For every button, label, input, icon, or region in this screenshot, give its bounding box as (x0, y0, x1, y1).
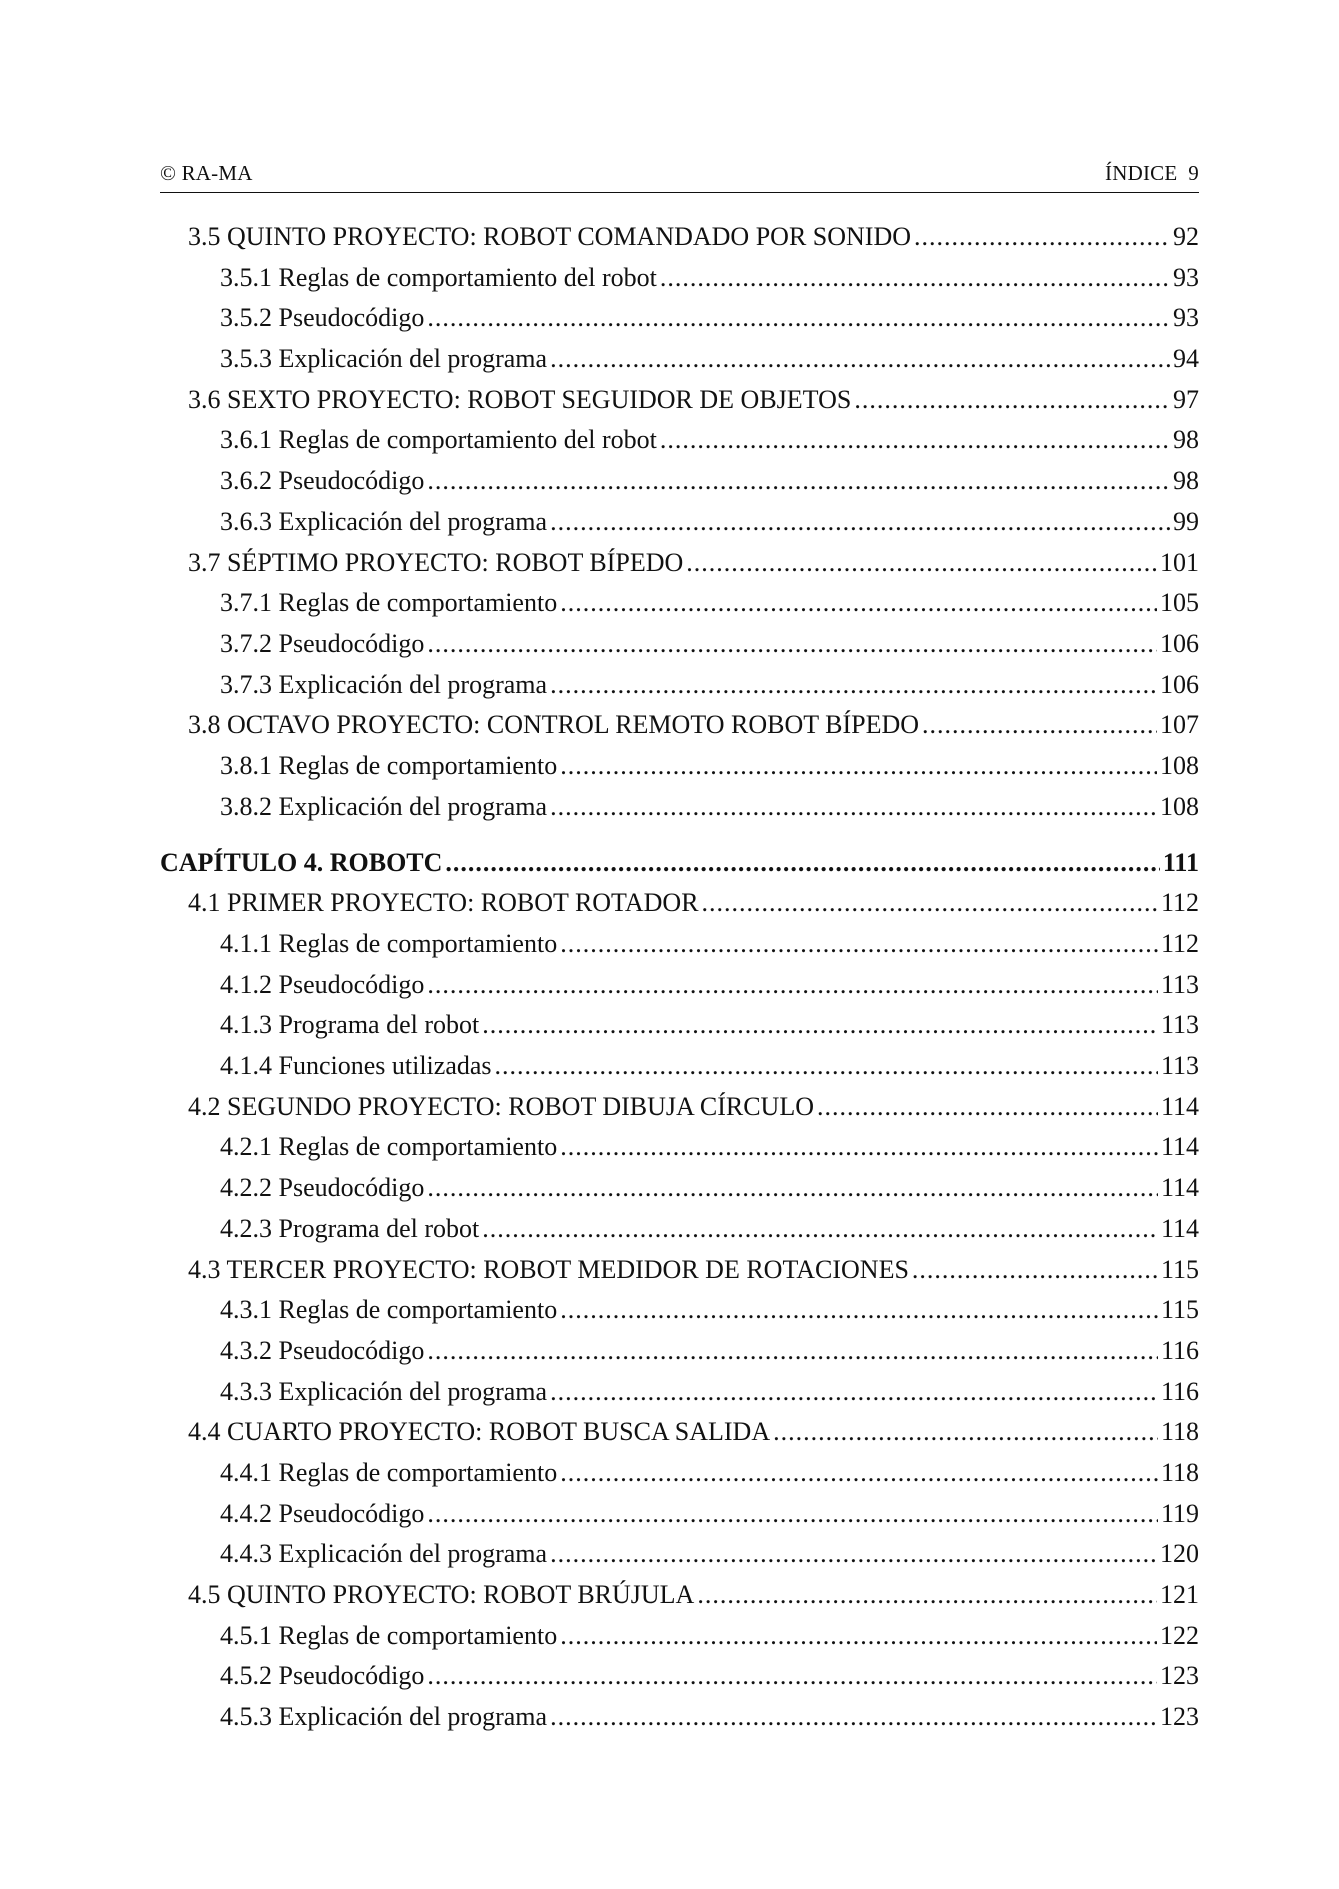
toc-entry-title: 3.6.1 Reglas de comportamiento del robot (220, 425, 657, 455)
toc-subsection-entry[interactable] (160, 420, 1199, 461)
toc-entry-page: 93 (1173, 303, 1199, 333)
toc-entry-page: 121 (1160, 1580, 1199, 1609)
toc-entry-title: 4.3 TERCER PROYECTO: ROBOT MEDIDOR DE ROTACIONES (188, 1254, 909, 1284)
toc-entry-title: 3.7.1 Reglas de comportamiento (220, 588, 558, 618)
toc-entry-title: 3.7 SÉPTIMO PROYECTO: ROBOT BÍPEDO (188, 547, 684, 577)
toc-entry-title: 4.3.1 Reglas de comportamiento (220, 1295, 558, 1325)
dot-leader (686, 543, 1157, 584)
toc-subsection-entry[interactable] (160, 965, 1199, 1006)
toc-entry-title: 3.5.2 Pseudocódigo (220, 303, 425, 333)
toc-entry-page: 92 (1173, 222, 1199, 251)
toc-entry-page: 98 (1173, 466, 1199, 496)
dot-leader (445, 843, 1159, 883)
toc-entry-page: 123 (1160, 1702, 1199, 1732)
toc-subsection-entry[interactable] (160, 1656, 1199, 1697)
toc-entry-page: 105 (1160, 588, 1199, 618)
toc-entry-page: 106 (1160, 669, 1199, 699)
toc-entry-page: 118 (1160, 1417, 1199, 1447)
toc-entry-title: 4.3.2 Pseudocódigo (220, 1335, 425, 1365)
dot-leader (560, 924, 1158, 965)
toc-entry-title: 3.8 OCTAVO PROYECTO: CONTROL REMOTO ROBOT BÍPEDO (188, 710, 920, 740)
dot-leader (427, 965, 1158, 1006)
toc-entry-page: 111 (1162, 848, 1199, 878)
dot-leader (697, 1575, 1157, 1616)
toc-section-entry[interactable] (160, 380, 1199, 421)
dot-leader (550, 1372, 1158, 1413)
toc-subsection-entry[interactable] (160, 1453, 1199, 1494)
dot-leader (817, 1087, 1158, 1128)
toc-entry-page: 107 (1160, 710, 1199, 740)
toc-section-entry[interactable] (160, 1087, 1199, 1128)
dot-leader (702, 883, 1158, 924)
dot-leader (495, 1046, 1158, 1087)
toc-entry-title: 4.4 CUARTO PROYECTO: ROBOT BUSCA SALIDA (188, 1417, 771, 1447)
toc-entry-title: 3.6.3 Explicación del programa (220, 506, 548, 536)
toc-entry-page: 116 (1160, 1376, 1199, 1406)
toc-entry-title: 3.5.3 Explicación del programa (220, 344, 548, 374)
toc-entry-page: 97 (1173, 384, 1199, 414)
toc-entry-page: 106 (1160, 628, 1199, 658)
toc-entry-title: 4.4.1 Reglas de comportamiento (220, 1457, 558, 1487)
toc-entry-page: 98 (1173, 425, 1199, 455)
toc-entry-title: 4.5.1 Reglas de comportamiento (220, 1620, 558, 1650)
toc-subsection-entry[interactable] (160, 1534, 1199, 1575)
dot-leader (914, 217, 1170, 258)
toc-entry-page: 120 (1160, 1539, 1199, 1569)
toc-subsection-entry[interactable] (160, 583, 1199, 624)
dot-leader (922, 705, 1157, 746)
toc-subsection-entry[interactable] (160, 502, 1199, 543)
dot-leader (560, 1616, 1157, 1657)
toc-subsection-entry[interactable] (160, 624, 1199, 665)
toc-entry-title: CAPÍTULO 4. ROBOTC (160, 848, 443, 878)
toc-entry-page: 94 (1173, 344, 1199, 374)
dot-leader (550, 339, 1170, 380)
toc-section-entry[interactable] (160, 1412, 1199, 1453)
dot-leader (560, 746, 1157, 787)
dot-leader (560, 1453, 1158, 1494)
toc-subsection-entry[interactable] (160, 258, 1199, 299)
toc-entry-title: 4.1.4 Funciones utilizadas (220, 1051, 492, 1081)
toc-entry-page: 99 (1173, 506, 1199, 536)
toc-section-entry[interactable] (160, 543, 1199, 584)
toc-entry-page: 108 (1160, 750, 1199, 780)
toc-section-entry[interactable] (160, 705, 1199, 746)
dot-leader (482, 1005, 1158, 1046)
dot-leader (660, 420, 1170, 461)
dot-leader (550, 1534, 1157, 1575)
toc-entry-page: 113 (1160, 1051, 1199, 1081)
toc-subsection-entry[interactable] (160, 461, 1199, 502)
dot-leader (550, 665, 1157, 706)
dot-leader (427, 1168, 1158, 1209)
toc-entry-title: 4.1.2 Pseudocódigo (220, 969, 425, 999)
toc-entry-page: 119 (1160, 1498, 1199, 1528)
toc-subsection-entry[interactable] (160, 1005, 1199, 1046)
dot-leader (482, 1209, 1158, 1250)
toc-entry-title: 4.2.3 Programa del robot (220, 1213, 480, 1243)
toc-subsection-entry[interactable] (160, 1046, 1199, 1087)
toc-entry-title: 3.8.1 Reglas de comportamiento (220, 750, 558, 780)
header-right (1105, 161, 1199, 186)
publisher-mark: © RA-MA (160, 161, 253, 185)
toc-entry-page: 114 (1160, 1132, 1199, 1162)
dot-leader (773, 1412, 1158, 1453)
toc-entry-page: 123 (1160, 1661, 1199, 1691)
toc-entry-title: 3.6 SEXTO PROYECTO: ROBOT SEGUIDOR DE OBJETOS (188, 384, 852, 414)
toc-entry-page: 93 (1173, 262, 1199, 292)
toc-section-entry[interactable] (160, 1250, 1199, 1291)
dot-leader (427, 461, 1170, 502)
toc-entry-page: 113 (1160, 969, 1199, 999)
toc-entry-page: 114 (1160, 1173, 1199, 1203)
page-number: 9 (1188, 161, 1199, 185)
toc-entry-page: 108 (1160, 791, 1199, 821)
toc-subsection-entry[interactable] (160, 1127, 1199, 1168)
toc-subsection-entry[interactable] (160, 1209, 1199, 1250)
toc-chapter-entry[interactable] (160, 843, 1199, 883)
dot-leader (854, 380, 1170, 421)
toc-section-entry[interactable] (160, 217, 1199, 258)
toc-subsection-entry[interactable] (160, 1616, 1199, 1657)
toc-entry-title: 3.7.3 Explicación del programa (220, 669, 548, 699)
dot-leader (560, 583, 1157, 624)
toc-entry-title: 3.8.2 Explicación del programa (220, 791, 548, 821)
toc-entry-page: 116 (1160, 1335, 1199, 1365)
toc-entry-title: 4.4.3 Explicación del programa (220, 1539, 548, 1569)
toc-entry-page: 113 (1160, 1010, 1199, 1040)
dot-leader (912, 1250, 1158, 1291)
toc-subsection-entry[interactable] (160, 924, 1199, 965)
toc-entry-page: 112 (1160, 929, 1199, 958)
dot-leader (427, 1331, 1158, 1372)
toc-entry-title: 4.5.3 Explicación del programa (220, 1702, 548, 1732)
toc-entry-page: 114 (1160, 1091, 1199, 1121)
toc-subsection-entry[interactable] (160, 339, 1199, 380)
running-header (160, 161, 1199, 193)
toc-subsection-entry[interactable] (160, 746, 1199, 787)
toc-subsection-entry[interactable] (160, 1494, 1199, 1535)
table-of-contents (160, 217, 1199, 1738)
toc-entry-title: 4.2.1 Reglas de comportamiento (220, 1132, 558, 1162)
dot-leader (427, 1494, 1158, 1535)
toc-subsection-entry[interactable] (160, 665, 1199, 706)
dot-leader (560, 1127, 1158, 1168)
toc-entry-title: 4.5.2 Pseudocódigo (220, 1661, 425, 1691)
toc-entry-page: 101 (1160, 547, 1199, 577)
toc-subsection-entry[interactable] (160, 298, 1199, 339)
toc-entry-title: 3.6.2 Pseudocódigo (220, 466, 425, 496)
dot-leader (427, 298, 1170, 339)
dot-leader (427, 624, 1157, 665)
toc-subsection-entry[interactable] (160, 1168, 1199, 1209)
toc-entry-page: 118 (1160, 1457, 1199, 1487)
dot-leader (550, 1697, 1157, 1738)
dot-leader (550, 787, 1157, 828)
dot-leader (560, 1290, 1158, 1331)
toc-entry-title: 4.5 QUINTO PROYECTO: ROBOT BRÚJULA (188, 1580, 695, 1609)
toc-subsection-entry[interactable] (160, 1331, 1199, 1372)
toc-entry-title: 3.5.1 Reglas de comportamiento del robot (220, 262, 657, 292)
toc-entry-page: 115 (1160, 1295, 1199, 1325)
dot-leader (550, 502, 1170, 543)
section-title: ÍNDICE (1105, 161, 1178, 185)
toc-entry-title: 3.7.2 Pseudocódigo (220, 628, 425, 658)
toc-subsection-entry[interactable] (160, 787, 1199, 828)
dot-leader (427, 1656, 1157, 1697)
toc-entry-title: 4.3.3 Explicación del programa (220, 1376, 548, 1406)
toc-section-entry[interactable] (160, 883, 1199, 924)
toc-subsection-entry[interactable] (160, 1290, 1199, 1331)
toc-entry-title: 4.1 PRIMER PROYECTO: ROBOT ROTADOR (188, 888, 699, 918)
dot-leader (660, 258, 1170, 299)
toc-entry-title: 3.5 QUINTO PROYECTO: ROBOT COMANDADO POR SONIDO (188, 222, 912, 251)
toc-entry-page: 112 (1160, 888, 1199, 918)
toc-entry-title: 4.2 SEGUNDO PROYECTO: ROBOT DIBUJA CÍRCULO (188, 1091, 814, 1121)
toc-entry-page: 114 (1160, 1213, 1199, 1243)
toc-entry-title: 4.1.1 Reglas de comportamiento (220, 929, 558, 958)
toc-entry-page: 122 (1160, 1620, 1199, 1650)
toc-subsection-entry[interactable] (160, 1697, 1199, 1738)
toc-section-entry[interactable] (160, 1575, 1199, 1616)
toc-entry-page: 115 (1160, 1254, 1199, 1284)
toc-entry-title: 4.4.2 Pseudocódigo (220, 1498, 425, 1528)
toc-subsection-entry[interactable] (160, 1372, 1199, 1413)
toc-entry-title: 4.2.2 Pseudocódigo (220, 1173, 425, 1203)
toc-entry-title: 4.1.3 Programa del robot (220, 1010, 480, 1040)
